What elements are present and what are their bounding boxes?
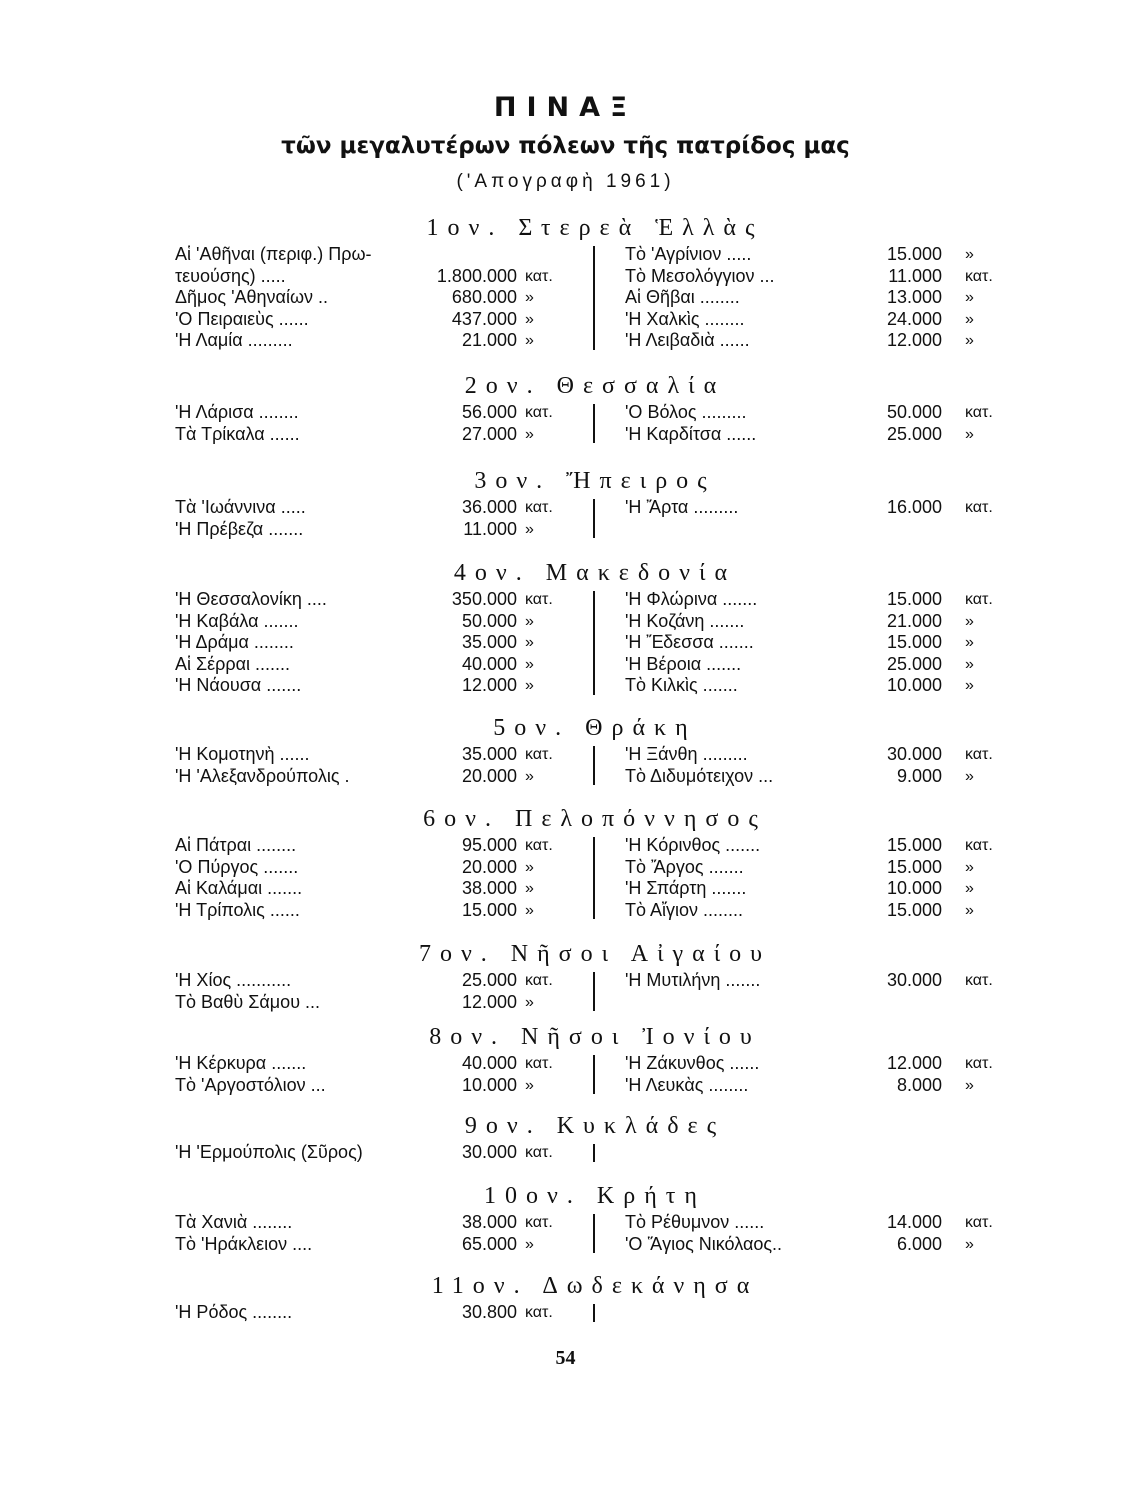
population-unit: » — [525, 1076, 534, 1094]
region-heading: 10ον. Κρήτη — [484, 1183, 706, 1209]
city-name: 'Η Ἄρτα ......... — [625, 497, 739, 517]
city-column-left — [175, 970, 575, 1013]
population-value: 20.000 — [461, 765, 517, 786]
population-value: 30.000 — [886, 744, 942, 764]
population-value: 50.000 — [461, 610, 517, 631]
population-unit: » — [525, 858, 534, 876]
city-column-left — [175, 1212, 575, 1255]
city-column-left — [175, 1142, 575, 1164]
city-name: Αἱ Θῆβαι ........ — [625, 287, 740, 307]
population-value: 30.000 — [461, 1142, 517, 1162]
city-row — [175, 330, 575, 352]
population-value: 56.000 — [461, 402, 517, 422]
population-value: 15.000 — [461, 899, 517, 920]
city-name: 'Η Κομοτηνὴ ...... — [175, 744, 310, 764]
city-row — [175, 589, 575, 611]
city-column-right — [625, 744, 1010, 787]
city-row — [175, 424, 575, 446]
population-unit: » — [965, 901, 974, 919]
region-body — [170, 1302, 1020, 1324]
population-unit: κατ. — [525, 746, 553, 763]
column-divider — [593, 246, 595, 350]
city-name: 'Η Ξάνθη ......... — [625, 744, 748, 764]
population-unit: κατ. — [525, 1214, 553, 1231]
population-value: 40.000 — [461, 653, 517, 674]
city-row — [625, 309, 1010, 331]
city-name: Τὸ Ἄργος ....... — [625, 856, 744, 877]
city-row — [625, 266, 1010, 288]
page-number: 54 — [555, 1347, 576, 1369]
population-unit: κατ. — [965, 404, 993, 421]
city-name: 'Η Σπάρτη ....... — [625, 878, 747, 898]
city-row — [625, 424, 1010, 446]
population-unit: » — [965, 655, 974, 673]
population-value: 25.000 — [461, 970, 517, 990]
region-heading: 3ον. Ἤπειρος — [474, 468, 716, 494]
city-row — [175, 992, 575, 1014]
population-value: 11.000 — [463, 518, 517, 539]
city-name: 'Η Καβάλα ....... — [175, 610, 299, 631]
population-value: 10.000 — [886, 878, 942, 898]
population-unit: κατ. — [525, 267, 553, 285]
region-heading: 4ον. Μακεδονία — [453, 560, 737, 586]
region-body — [170, 744, 1020, 787]
population-value: 36.000 — [461, 497, 517, 517]
city-name: 'Η Ρόδος ........ — [175, 1302, 293, 1322]
city-name: 'Ο Πειραιεὺς ...... — [175, 308, 309, 329]
city-name: Τὸ Κιλκὶς ....... — [625, 675, 738, 695]
city-column-left — [175, 244, 575, 352]
population-unit: » — [525, 425, 534, 443]
city-column-left — [175, 402, 575, 445]
population-value: 13.000 — [886, 287, 942, 307]
population-value: 21.000 — [886, 610, 942, 631]
city-name: Τὸ Μεσολόγγιον ... — [625, 265, 775, 286]
city-row — [625, 497, 1010, 519]
city-row — [625, 244, 1010, 266]
population-value: 20.000 — [461, 856, 517, 877]
population-unit: κατ. — [965, 837, 993, 854]
population-unit: κατ. — [965, 746, 993, 763]
city-row — [625, 970, 1010, 992]
region-body — [170, 402, 1020, 445]
population-value: 9.000 — [896, 765, 942, 786]
city-row — [175, 1212, 575, 1234]
city-name: Τὸ 'Αργοστόλιον ... — [175, 1074, 326, 1095]
city-row — [175, 900, 575, 922]
city-row — [625, 835, 1010, 857]
region-heading: 2ον. Θεσσαλία — [464, 373, 726, 399]
city-row — [625, 1212, 1010, 1234]
region-section — [170, 370, 1020, 445]
population-unit: » — [525, 612, 534, 630]
city-row — [175, 1142, 575, 1164]
region-heading: 11ον. Δωδεκάνησα — [431, 1273, 759, 1299]
population-value: 12.000 — [886, 330, 942, 350]
population-value: 25.000 — [886, 423, 942, 444]
population-value: 95.000 — [461, 835, 517, 855]
city-name: Τὰ Τρίκαλα ...... — [175, 423, 300, 444]
city-column-right — [625, 589, 1010, 697]
population-value: 8.000 — [896, 1074, 942, 1095]
region-heading: 6ον. Πελοπόννησος — [423, 806, 767, 832]
region-body — [170, 970, 1020, 1013]
region-body — [170, 1212, 1020, 1255]
city-row — [175, 970, 575, 992]
city-row — [625, 654, 1010, 676]
population-value: 16.000 — [886, 497, 942, 517]
population-value: 21.000 — [461, 330, 517, 350]
city-column-right — [625, 1053, 1010, 1096]
population-unit: » — [525, 332, 534, 349]
region-section — [170, 803, 1020, 921]
region-heading: 1ον. Στερεὰ Ἑλλὰς — [426, 215, 764, 241]
population-value: 350.000 — [451, 589, 517, 609]
city-name: 'Η Ἔδεσσα ....... — [625, 632, 754, 652]
city-row — [175, 675, 575, 697]
city-row — [625, 1234, 1010, 1256]
population-unit: » — [525, 880, 534, 897]
city-row — [625, 857, 1010, 879]
region-section — [170, 1110, 1020, 1164]
city-row — [175, 632, 575, 654]
region-heading: 9ον. Κυκλάδες — [464, 1113, 726, 1139]
column-divider — [593, 1055, 595, 1094]
city-name: 'Η Λευκὰς ........ — [625, 1074, 749, 1095]
population-unit: » — [525, 767, 534, 785]
city-row — [625, 900, 1010, 922]
city-name: 'Η Λειβαδιὰ ...... — [625, 330, 750, 350]
population-unit: κατ. — [965, 267, 993, 285]
city-row — [625, 287, 1010, 309]
city-column-right — [625, 497, 1010, 519]
population-value: 15.000 — [886, 589, 942, 609]
population-value: 25.000 — [886, 653, 942, 674]
population-unit: » — [965, 677, 974, 694]
region-section — [170, 212, 1020, 352]
city-row — [175, 857, 575, 879]
city-name: 'Η Νάουσα ....... — [175, 675, 302, 695]
city-name: Τὸ Βαθὺ Σάμου ... — [175, 991, 321, 1012]
city-name: Αἱ 'Αθῆναι (περιφ.) Πρω- — [175, 244, 372, 264]
city-name: 'Η Κόρινθος ....... — [625, 835, 761, 855]
city-row — [625, 878, 1010, 900]
city-name: 'Η Μυτιλήνη ....... — [625, 970, 761, 990]
city-row — [625, 402, 1010, 424]
city-row — [175, 402, 575, 424]
population-unit: » — [525, 310, 534, 328]
population-unit: κατ. — [965, 499, 993, 516]
population-unit: » — [965, 1076, 974, 1094]
city-name: 'Ο Ἅγιος Νικόλαος.. — [625, 1233, 783, 1254]
population-value: 35.000 — [461, 744, 517, 764]
region-section — [170, 1021, 1020, 1096]
city-row — [175, 1234, 575, 1256]
city-name: 'Η Πρέβεζα ....... — [175, 518, 304, 539]
city-row — [625, 675, 1010, 697]
population-unit: » — [965, 880, 974, 897]
city-name: τευούσης) ..... — [175, 265, 286, 286]
city-name: Αἱ Πάτραι ........ — [175, 835, 297, 855]
population-value: 15.000 — [886, 244, 942, 264]
population-unit: » — [965, 1235, 974, 1253]
population-unit: κατ. — [525, 404, 553, 421]
population-value: 11.000 — [888, 265, 942, 286]
population-value: 10.000 — [886, 675, 942, 695]
population-unit: » — [965, 246, 974, 263]
city-name: 'Η Φλώρινα ....... — [625, 589, 758, 609]
city-name: 'Ο Βόλος ......... — [625, 402, 747, 422]
city-row — [175, 266, 575, 288]
population-value: 38.000 — [461, 878, 517, 898]
population-value: 40.000 — [461, 1053, 517, 1073]
city-name: 'Η Ζάκυνθος ...... — [625, 1053, 760, 1073]
population-value: 15.000 — [886, 632, 942, 652]
city-row — [625, 589, 1010, 611]
city-column-right — [625, 835, 1010, 921]
city-name: 'Η Χαλκὶς ........ — [625, 308, 745, 329]
region-heading: 5ον. Θράκη — [493, 715, 697, 741]
column-divider — [593, 591, 595, 695]
population-unit: κατ. — [525, 972, 553, 989]
city-column-left — [175, 589, 575, 697]
region-body — [170, 1142, 1020, 1164]
city-column-left — [175, 497, 575, 540]
city-column-right — [625, 1212, 1010, 1255]
city-name: Τὰ Χανιὰ ........ — [175, 1212, 293, 1232]
city-name: 'Η Χίος ........... — [175, 970, 292, 990]
city-row — [175, 744, 575, 766]
city-name: 'Η 'Αλεξανδρούπολις . — [175, 765, 350, 786]
city-name: Τὸ Διδυμότειχον ... — [625, 765, 774, 786]
population-unit: » — [525, 993, 534, 1011]
city-name: 'Η Λάρισα ........ — [175, 402, 299, 422]
population-value: 437.000 — [451, 308, 517, 329]
city-row — [625, 1075, 1010, 1097]
city-row — [175, 878, 575, 900]
population-value: 30.800 — [461, 1302, 517, 1322]
population-unit: κατ. — [525, 837, 553, 854]
city-name: Τὸ Αἴγιον ........ — [625, 899, 744, 920]
city-name: Αἱ Καλάμαι ....... — [175, 878, 303, 898]
region-section — [170, 712, 1020, 787]
city-name: 'Η 'Ερμούπολις (Σῦρος) — [175, 1142, 363, 1162]
population-unit: κατ. — [525, 591, 553, 608]
city-row — [175, 497, 575, 519]
population-value: 12.000 — [461, 675, 517, 695]
population-unit: κατ. — [965, 591, 993, 608]
population-unit: » — [965, 310, 974, 328]
city-name: Τὸ 'Αγρίνιον ..... — [625, 244, 752, 264]
city-name: Τὰ 'Ιωάννινα ..... — [175, 497, 306, 517]
region-heading: 8ον. Νῆσοι Ἰονίου — [429, 1024, 761, 1050]
region-section — [170, 938, 1020, 1013]
city-column-left — [175, 1302, 575, 1324]
population-value: 15.000 — [886, 835, 942, 855]
city-column-right — [625, 970, 1010, 992]
city-row — [175, 1302, 575, 1324]
population-value: 14.000 — [886, 1212, 942, 1232]
city-row — [175, 519, 575, 541]
column-divider — [593, 746, 595, 785]
city-column-left — [175, 1053, 575, 1096]
population-value: 35.000 — [461, 632, 517, 652]
population-value: 12.000 — [461, 991, 517, 1012]
population-unit: κατ. — [525, 1055, 553, 1072]
population-unit: κατ. — [525, 1144, 553, 1161]
city-name: 'Η Λαμία ......... — [175, 330, 293, 350]
region-section — [170, 1180, 1020, 1255]
column-divider — [593, 1304, 595, 1322]
city-row — [625, 744, 1010, 766]
city-row — [625, 330, 1010, 352]
city-row — [175, 287, 575, 309]
city-name: 'Ο Πύργος ....... — [175, 856, 299, 877]
region-body — [170, 497, 1020, 540]
page-subtitle: τῶν μεγαλυτέρων πόλεων τῆς πατρίδος μας — [281, 133, 850, 159]
city-name: 'Η Καρδίτσα ...... — [625, 423, 757, 444]
population-unit: » — [965, 634, 974, 651]
city-name: 'Η Τρίπολις ...... — [175, 899, 300, 920]
city-row — [175, 654, 575, 676]
population-unit: » — [965, 425, 974, 443]
region-body — [170, 835, 1020, 921]
region-body — [170, 244, 1020, 352]
population-value: 50.000 — [886, 402, 942, 422]
column-divider — [593, 972, 595, 1011]
city-row — [625, 632, 1010, 654]
city-row — [625, 1053, 1010, 1075]
population-unit: » — [965, 289, 974, 306]
city-name: 'Η Βέροια ....... — [625, 653, 742, 674]
region-body — [170, 1053, 1020, 1096]
region-section — [170, 465, 1020, 540]
city-column-right — [625, 402, 1010, 445]
population-value: 12.000 — [886, 1053, 942, 1073]
city-row — [175, 611, 575, 633]
population-value: 27.000 — [461, 423, 517, 444]
page-title: ΠΙΝΑΞ — [493, 92, 638, 123]
city-name: 'Η Δράμα ........ — [175, 632, 294, 652]
population-value: 680.000 — [451, 287, 517, 307]
population-value: 15.000 — [886, 899, 942, 920]
population-unit: » — [965, 332, 974, 349]
population-value: 15.000 — [886, 856, 942, 877]
census-note: ('Απογραφὴ 1961) — [456, 171, 675, 192]
population-unit: κατ. — [525, 1304, 553, 1321]
city-column-right — [625, 244, 1010, 352]
population-unit: » — [965, 767, 974, 785]
city-row — [175, 244, 575, 266]
population-unit: » — [525, 655, 534, 673]
population-value: 65.000 — [461, 1233, 517, 1254]
city-column-left — [175, 835, 575, 921]
population-value: 38.000 — [461, 1212, 517, 1232]
column-divider — [593, 1144, 595, 1162]
city-row — [175, 1053, 575, 1075]
population-unit: » — [965, 612, 974, 630]
population-unit: κατ. — [965, 1055, 993, 1072]
population-unit: » — [525, 634, 534, 651]
column-divider — [593, 499, 595, 538]
population-unit: » — [525, 1235, 534, 1253]
population-value: 10.000 — [461, 1074, 517, 1095]
population-unit: κατ. — [965, 1214, 993, 1231]
city-name: Τὸ 'Ηράκλειον .... — [175, 1233, 313, 1254]
city-row — [175, 766, 575, 788]
city-name: Αἱ Σέρραι ....... — [175, 653, 291, 674]
region-heading: 7ον. Νῆσοι Αἰγαίου — [418, 941, 772, 967]
population-value: 6.000 — [896, 1233, 942, 1254]
city-name: 'Η Θεσσαλονίκη .... — [175, 589, 327, 609]
region-body — [170, 589, 1020, 697]
population-value: 1.800.000 — [436, 265, 517, 286]
population-unit: » — [525, 520, 534, 538]
population-unit: κατ. — [965, 972, 993, 989]
city-row — [175, 1075, 575, 1097]
city-name: 'Η Κοζάνη ....... — [625, 610, 745, 631]
population-value: 24.000 — [886, 308, 942, 329]
population-unit: » — [525, 677, 534, 694]
city-row — [625, 611, 1010, 633]
city-row — [175, 309, 575, 331]
column-divider — [593, 404, 595, 443]
city-row — [625, 766, 1010, 788]
city-name: Δῆμος 'Αθηναίων .. — [175, 287, 329, 307]
region-section — [170, 1270, 1020, 1324]
population-unit: » — [965, 858, 974, 876]
column-divider — [593, 837, 595, 919]
population-unit: » — [525, 901, 534, 919]
city-row — [175, 835, 575, 857]
column-divider — [593, 1214, 595, 1253]
population-unit: κατ. — [525, 499, 553, 516]
city-column-left — [175, 744, 575, 787]
region-section — [170, 557, 1020, 697]
city-name: 'Η Κέρκυρα ....... — [175, 1053, 307, 1073]
population-unit: » — [525, 289, 534, 306]
city-name: Τὸ Ρέθυμνον ...... — [625, 1212, 765, 1232]
population-value: 30.000 — [886, 970, 942, 990]
